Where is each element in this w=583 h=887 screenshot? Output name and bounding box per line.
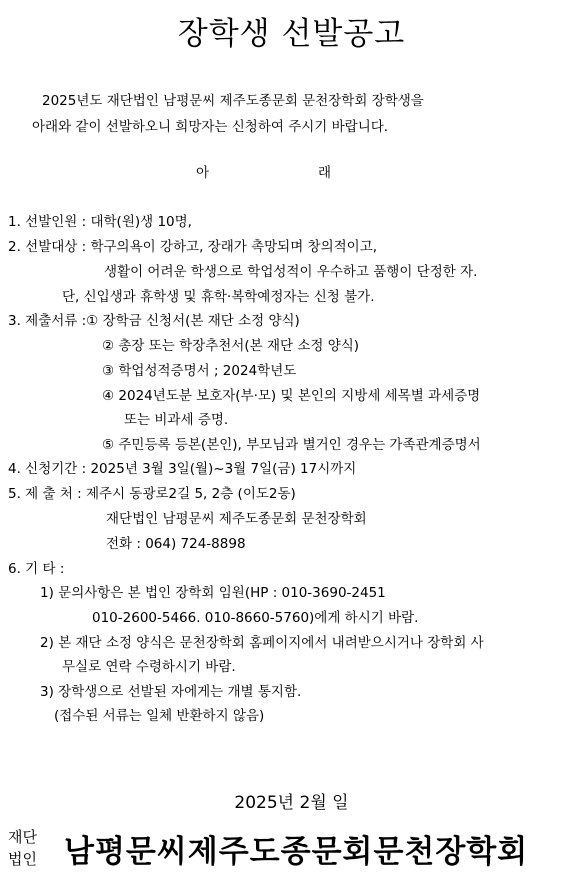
item-6-1-continued: 010-2600-5466. 010-8660-5760)에게 하시기 바람.: [92, 610, 419, 626]
item-3-3: ③ 학업성적증명서 ; 2024학년도: [102, 363, 297, 379]
announcement-date: 2025년 2월 일: [234, 793, 349, 813]
item-3: 3. 제출서류 :① 장학금 신청서(본 재단 소정 양식): [8, 313, 300, 329]
signature-prefix-top: 재단: [8, 828, 37, 846]
item-6-2-continued: 무실로 연락 수령하시기 바람.: [62, 659, 236, 675]
item-6: 6. 기 타 :: [8, 561, 65, 577]
signature-organization: 남평문씨제주도종문회문천장학회: [64, 834, 529, 870]
item-6-3: 3) 장학생으로 선발된 자에게는 개별 통지함.: [40, 684, 302, 700]
item-6-note: (접수된 서류는 일체 반환하지 않음): [54, 708, 265, 724]
item-3-2: ② 총장 또는 학장추천서(본 재단 소정 양식): [102, 338, 360, 354]
item-5-3: 전화 : 064) 724-8898: [106, 536, 246, 552]
signature-prefix-bottom: 법인: [8, 850, 37, 868]
item-6-2: 2) 본 재단 소정 양식은 문천장학회 홈페이지에서 내려받으시거나 장학회 사: [40, 635, 484, 651]
item-5: 5. 제 출 처 : 제주시 동광로2길 5, 2층 (이도2동): [8, 486, 296, 502]
item-2-note: 단, 신입생과 휴학생 및 휴학·복학예정자는 신청 불가.: [62, 289, 375, 305]
item-1: 1. 선발인원 : 대학(원)생 10명,: [8, 214, 192, 230]
intro-line-2: 아래와 같이 선발하오니 희망자는 신청하여 주시기 바랍니다.: [32, 119, 389, 135]
notice-label-right: 래: [318, 165, 332, 181]
item-3-4-continued: 또는 비과세 증명.: [124, 412, 229, 428]
item-3-5: ⑤ 주민등록 등본(본인), 부모님과 별거인 경우는 가족관계증명서: [102, 437, 481, 453]
item-4: 4. 신청기간 : 2025년 3월 3일(월)~3월 7일(금) 17시까지: [8, 461, 357, 477]
intro-line-1: 2025년도 재단법인 남평문씨 제주도종문회 문천장학회 장학생을: [42, 93, 424, 109]
item-6-1: 1) 문의사항은 본 법인 장학회 임원(HP : 010-3690-2451: [40, 585, 386, 601]
item-3-4: ④ 2024년도분 보호자(부·모) 및 본인의 지방세 세목별 과세증명: [102, 388, 481, 404]
item-2-continued: 생활이 어려운 학생으로 학업성적이 우수하고 품행이 단정한 자.: [104, 264, 478, 280]
item-2: 2. 선발대상 : 학구의욕이 강하고, 장래가 촉망되며 창의적이고,: [8, 239, 378, 255]
notice-label-left: 아: [196, 165, 210, 181]
item-5-2: 재단법인 남평문씨 제주도종문회 문천장학회: [106, 511, 367, 527]
page-title: 장학생 선발공고: [177, 16, 406, 52]
